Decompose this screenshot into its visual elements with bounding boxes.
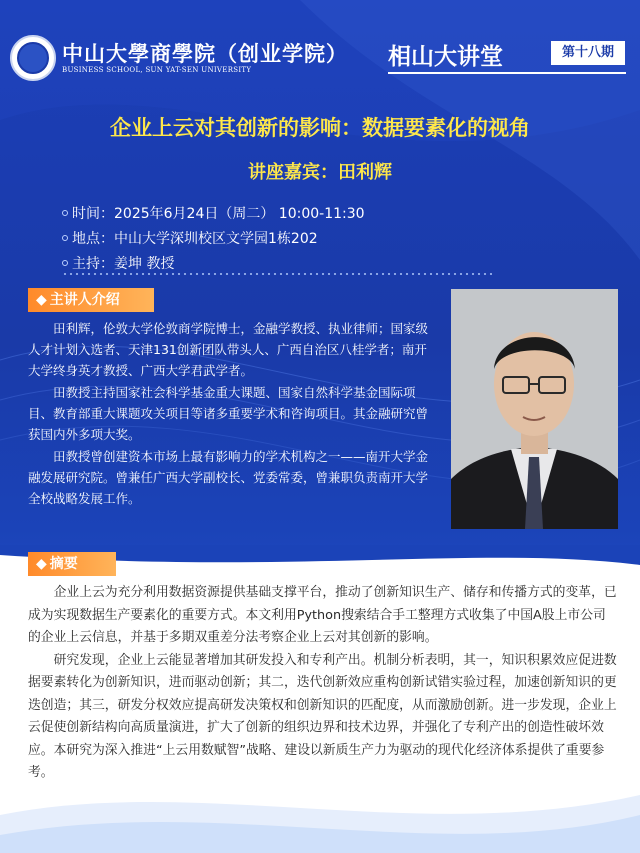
diamond-icon: ◆: [36, 556, 47, 572]
issue-badge: 第十八期: [551, 41, 625, 65]
abstract-paragraph: 企业上云为充分利用数据资源提供基础支撑平台，推动了创新知识生产、储存和传播方式的变革，已成为实现数据生产要素化的重要方式。本文利用Python搜索结合手工整理方式收集了中国A股上市公司的企业上云信息，并基于多期双重差分法考察企业上云对其创新的影响。: [28, 585, 617, 645]
bullet-icon: [62, 235, 68, 241]
university-name-en: BUSINESS SCHOOL, SUN YAT-SEN UNIVERSITY: [62, 66, 252, 74]
info-host: [62, 250, 365, 275]
info-label: 时间：: [72, 205, 114, 222]
series-title: 相山大讲堂: [388, 44, 503, 70]
header: [0, 0, 640, 95]
info-value: 2025年6月24日（周二） 10:00-11:30: [114, 205, 365, 222]
bio-paragraph: 田教授主持国家社会科学基金重大课题、国家自然科学基金国际项目、教育部重大课题攻关项目等诸多重要学术和咨询项目。其金融研究曾获国内外多项大奖。: [28, 385, 429, 442]
info-label: 主持：: [72, 255, 114, 272]
bio-paragraph: 田教授曾创建资本市场上最有影响力的学术机构之一——南开大学金融发展研究院。曾兼任广西大学副校长、党委常委，曾兼职负责南开大学全校战略发展工作。: [28, 449, 429, 506]
info-value: 姜坤 教授: [114, 255, 175, 272]
bullet-icon: [62, 260, 68, 266]
university-name: 中山大學商學院（创业学院）: [62, 41, 348, 66]
section-heading-abstract: [28, 552, 116, 576]
lecture-title: 企业上云对其创新的影响：数据要素化的视角: [110, 116, 530, 140]
section-heading-label: 主讲人介绍: [49, 292, 120, 308]
dotted-divider: [62, 273, 492, 275]
info-label: 地点：: [72, 230, 114, 247]
section-heading-host: [28, 288, 154, 312]
abstract-paragraph: 研究发现，企业上云能显著增加其研发投入和专利产出。机制分析表明，其一，知识积累效应促进数据要素转化为创新知识，进而驱动创新；其二，迭代创新效应重构创新试错实验过程，加速创新知识的更迭创造；其三，研发分权效应提高研发决策权和创新知识的匹配度，从而激励创新。进一步发现，企业上云促使创新结构向高质量演进，扩大了创新的组织边界和技术边界，并强化了专利产出的创造性破坏效应。本研究为深入推进“上云用数赋智”战略、建设以新质生产力为驱动的现代化经济体系提供了重要参考。: [28, 652, 617, 780]
info-location: [62, 225, 365, 250]
speaker-photo: [451, 289, 618, 529]
section-heading-label: 摘要: [49, 556, 78, 572]
header-divider: [388, 72, 626, 74]
host-bio: [28, 318, 438, 510]
info-value: 中山大学深圳校区文学园1栋202: [114, 230, 318, 247]
speaker-line: 讲座嘉宾：田利辉: [248, 162, 392, 183]
university-seal-logo: [10, 35, 56, 81]
bullet-icon: [62, 210, 68, 216]
diamond-icon: ◆: [36, 292, 47, 308]
info-time: [62, 200, 365, 225]
bio-paragraph: 田利辉，伦敦大学伦敦商学院博士，金融学教授、执业律师；国家级人才计划入选者、天津131创新团队带头人、广西自治区八桂学者；南开大学终身英才教授、广西大学君武学者。: [28, 321, 429, 378]
abstract-text: [28, 582, 618, 785]
lecture-info-list: [62, 200, 365, 275]
